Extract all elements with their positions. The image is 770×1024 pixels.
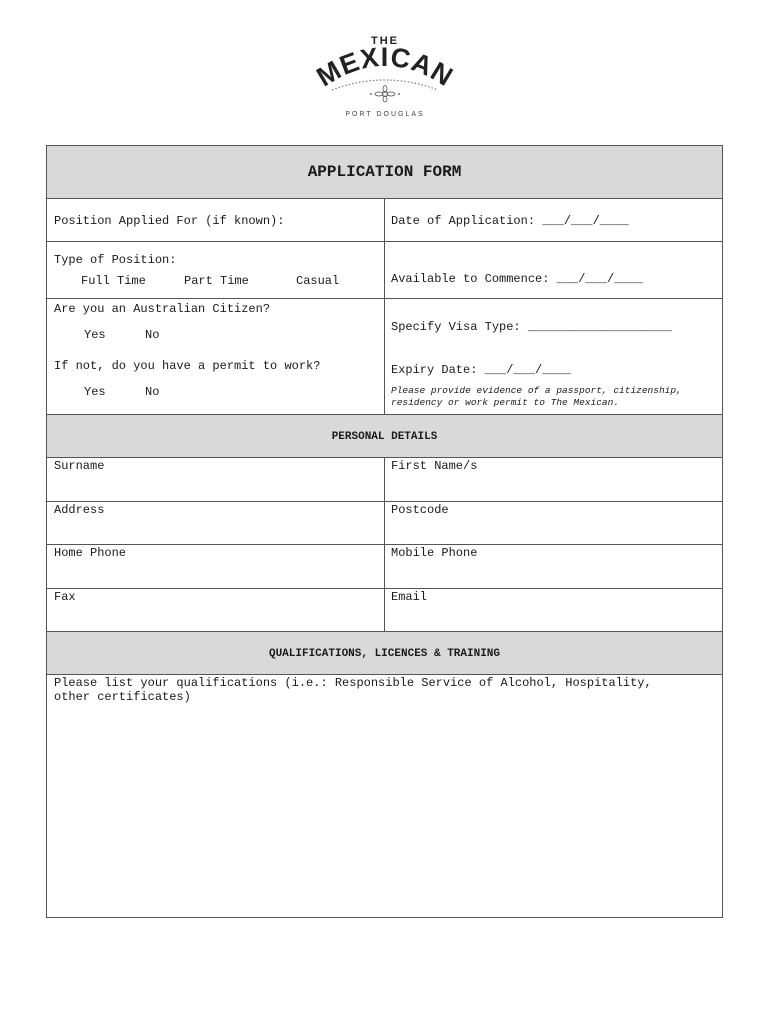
permit-no-option[interactable]: No — [145, 385, 160, 399]
evidence-note-line2: residency or work permit to The Mexican. — [391, 397, 620, 408]
logo-mexican: MEXICAN — [311, 41, 459, 93]
flower-icon — [370, 86, 400, 103]
mobile-phone-field[interactable]: Mobile Phone — [391, 546, 478, 560]
the-mexican-logo — [0, 0, 770, 140]
citizen-no-option[interactable]: No — [145, 328, 160, 342]
type-of-position-label: Type of Position: — [54, 253, 177, 267]
column-divider-top — [384, 199, 385, 415]
qualifications-prompt-line1: Please list your qualifications (i.e.: Responsible Service of Alcohol, Hospitality, — [54, 676, 652, 690]
option-full-time[interactable]: Full Time — [81, 274, 146, 288]
expiry-date-field[interactable]: Expiry Date: ___/___/____ — [391, 363, 572, 377]
citizen-question: Are you an Australian Citizen? — [54, 302, 271, 316]
visa-type-field[interactable]: Specify Visa Type: ____________________ — [391, 320, 672, 334]
email-field[interactable]: Email — [391, 590, 428, 604]
option-casual[interactable]: Casual — [296, 274, 340, 288]
option-part-time[interactable]: Part Time — [184, 274, 249, 288]
citizen-yes-option[interactable]: Yes — [84, 328, 106, 342]
logo-port-douglas: PORT DOUGLAS — [345, 111, 425, 118]
form-title: APPLICATION FORM — [307, 163, 462, 181]
evidence-note-line1: Please provide evidence of a passport, citizenship, — [391, 385, 682, 396]
personal-details-heading: PERSONAL DETAILS — [331, 431, 438, 443]
first-names-field[interactable]: First Name/s — [391, 459, 478, 473]
permit-question: If not, do you have a permit to work? — [54, 359, 321, 373]
fax-field[interactable]: Fax — [54, 590, 76, 604]
postcode-field[interactable]: Postcode — [391, 503, 449, 517]
personal-details-heading-row — [47, 415, 722, 458]
date-of-application-field[interactable]: Date of Application: ___/___/____ — [391, 214, 629, 228]
available-to-commence-field[interactable]: Available to Commence: ___/___/____ — [391, 272, 644, 286]
address-field[interactable]: Address — [54, 503, 105, 517]
position-applied-field[interactable]: Position Applied For (if known): — [54, 214, 285, 228]
qualifications-prompt-line2: other certificates) — [54, 690, 191, 704]
form-title-row — [47, 146, 722, 199]
logo-the: THE — [371, 35, 399, 47]
application-form — [46, 145, 723, 918]
surname-field[interactable]: Surname — [54, 459, 105, 473]
home-phone-field[interactable]: Home Phone — [54, 546, 127, 560]
column-divider-personal — [384, 458, 385, 632]
qualifications-heading: QUALIFICATIONS, LICENCES & TRAINING — [268, 648, 501, 660]
permit-yes-option[interactable]: Yes — [84, 385, 106, 399]
qualifications-heading-row — [47, 632, 722, 675]
qualifications-area[interactable] — [47, 675, 722, 917]
